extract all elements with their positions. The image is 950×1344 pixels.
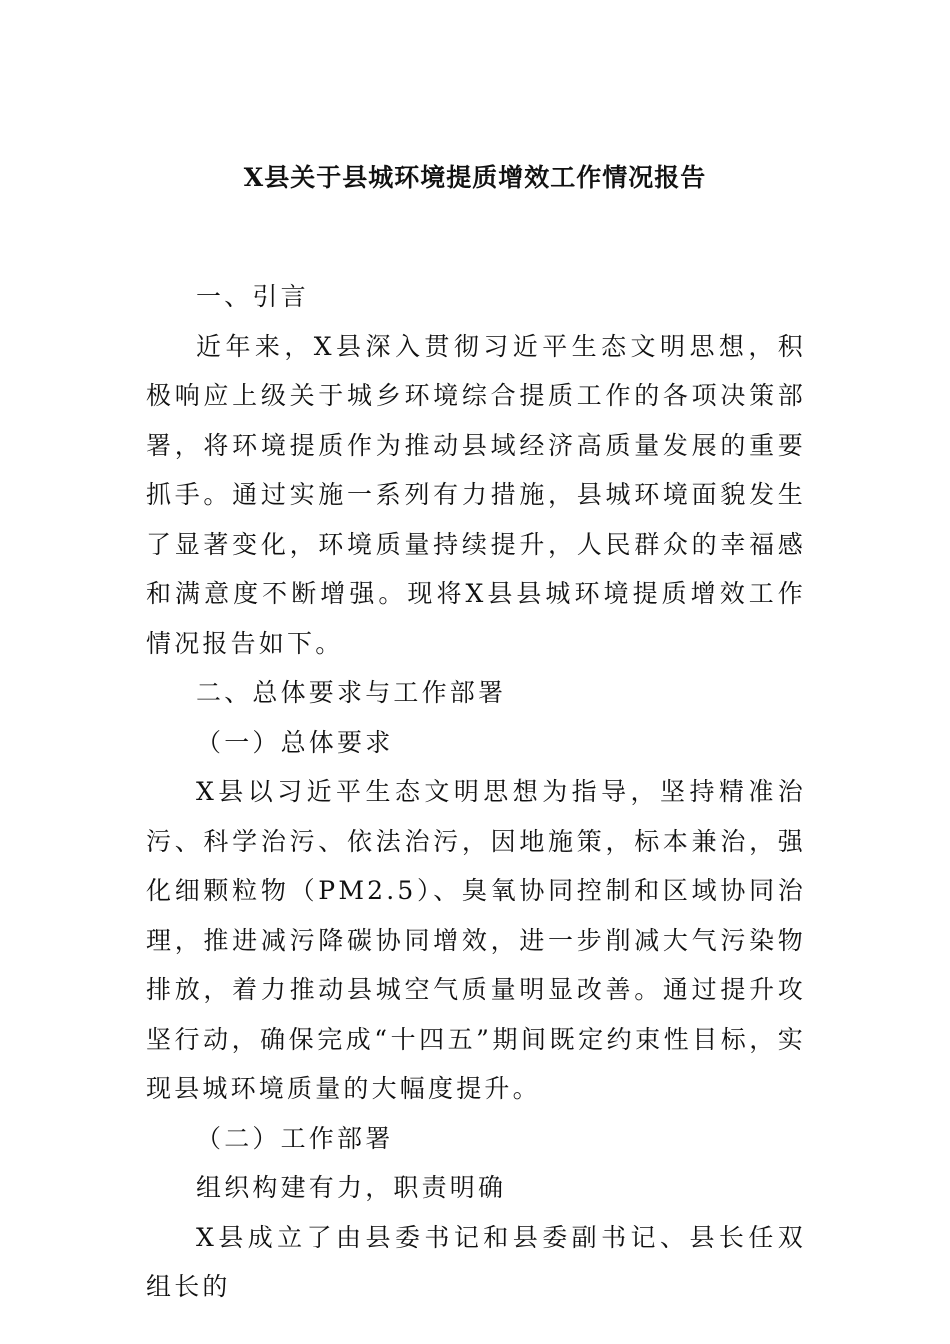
paragraph-introduction: 近年来，X县深入贯彻习近平生态文明思想，积极响应上级关于城乡环境综合提质工作的各项决策部署，将环境提质作为推动县域经济高质量发展的重要抓手。通过实施一系列有力措施，县城环境面貌发生了显著变化，环境质量持续提升，人民群众的幸福感和满意度不断增强。现将X县县城环境提质增效工作情况报告如下。 bbox=[146, 331, 806, 658]
section-heading-requirements-deployment: 二、总体要求与工作部署 bbox=[196, 678, 507, 707]
section-heading-introduction: 一、引言 bbox=[196, 282, 309, 311]
paragraph-overall-requirements: X县以习近平生态文明思想为指导，坚持精准治污、科学治污、依法治污，因地施策，标本兼治，强化细颗粒物（PM2.5）、臭氧协同控制和区域协同治理，推进减污降碳协同增效，进一步削减大气污染物排放，着力推动县城空气质量明显改善。通过提升攻坚行动，确保完成“十四五”期间既定约束性目标，实现县城环境质量的大幅度提升。 bbox=[146, 777, 806, 1103]
paragraph-organization: 组织构建有力，职责明确 bbox=[196, 1173, 507, 1202]
paragraph-leading-group: X县成立了由县委书记和县委副书记、县长任双组长的 bbox=[146, 1222, 806, 1301]
subsection-heading-overall-requirements: （一）总体要求 bbox=[196, 727, 394, 757]
document-body bbox=[146, 272, 806, 1312]
subsection-heading-work-deployment: （二）工作部署 bbox=[196, 1123, 394, 1153]
document-title: X县关于县城环境提质增效工作情况报告 bbox=[243, 163, 707, 192]
